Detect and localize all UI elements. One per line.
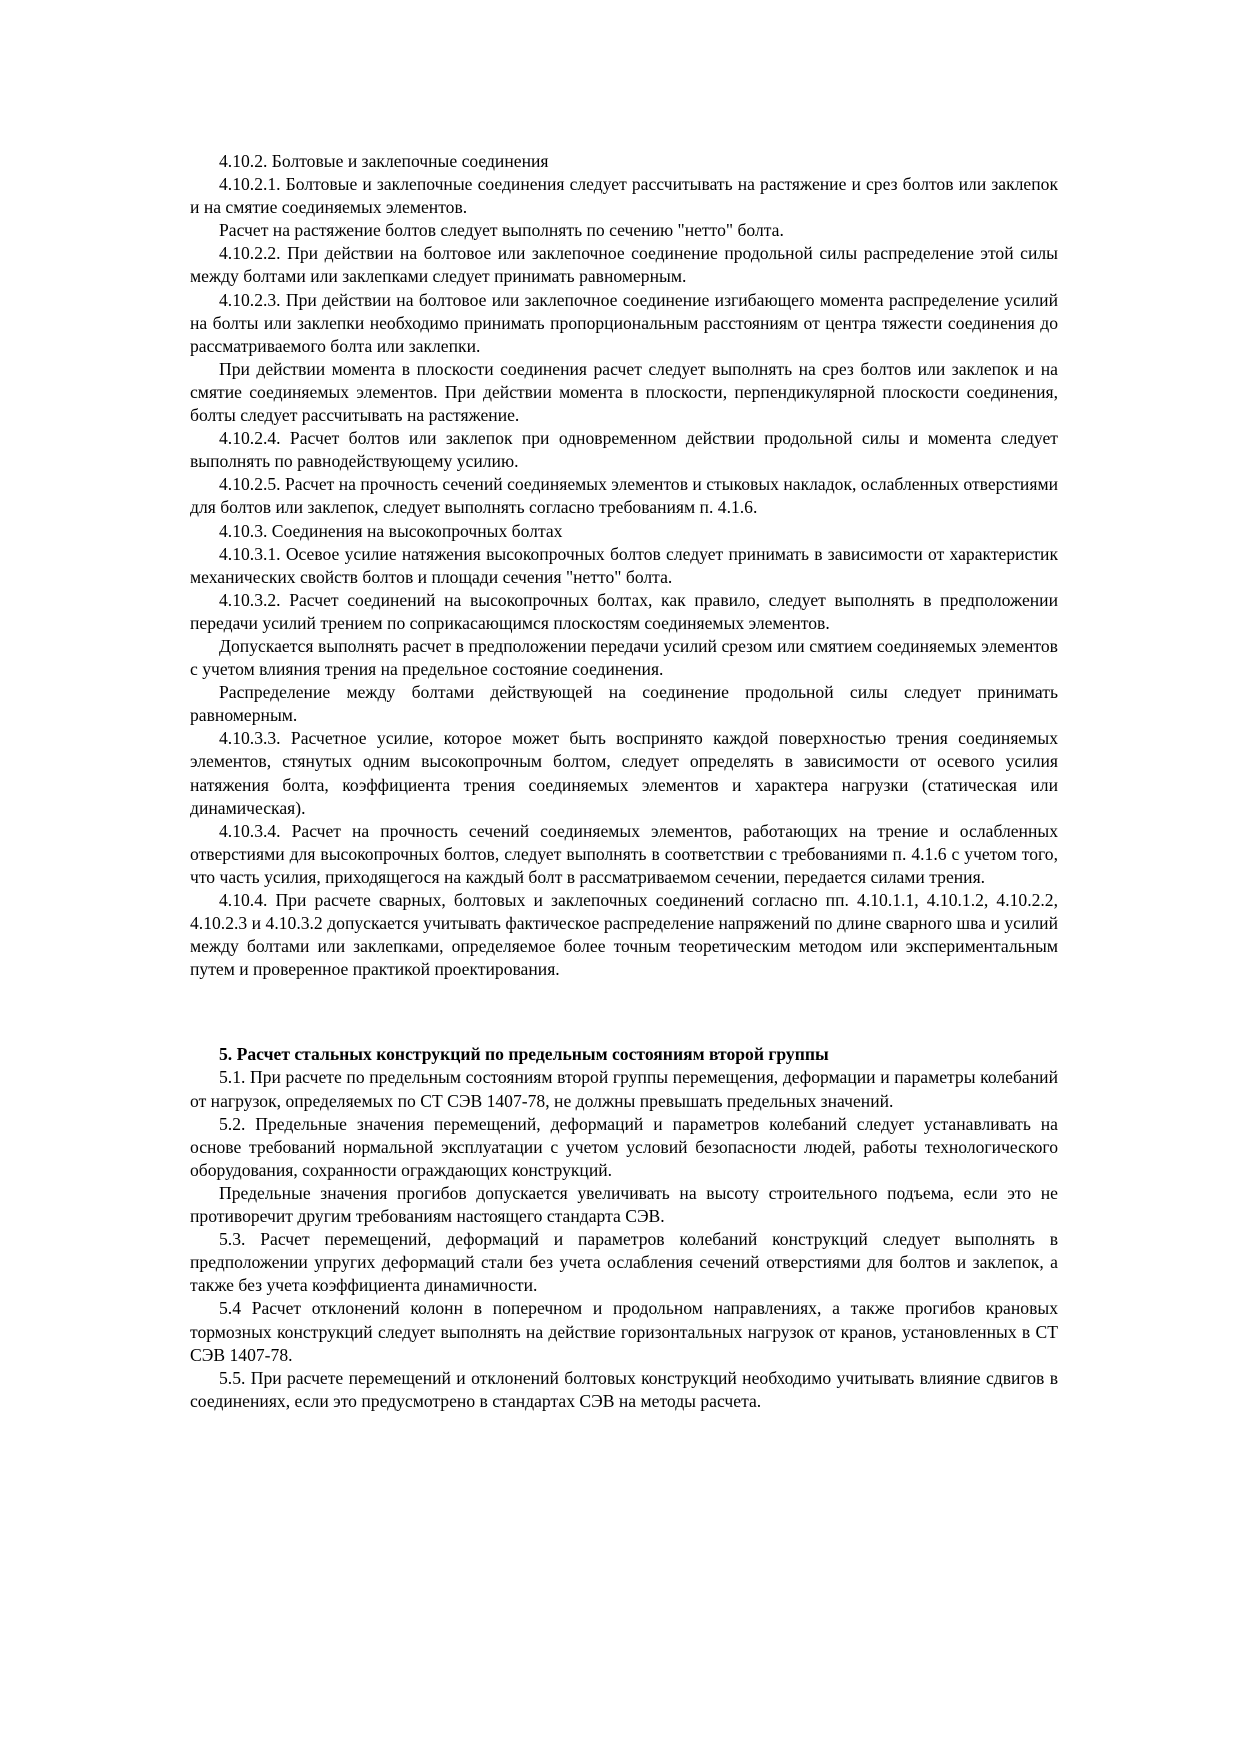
paragraph: Распределение между болтами действующей на соединение продольной силы следует принимать равномерным. [190,682,1058,726]
section-bolted-connections [190,150,1058,520]
paragraph: 4.10.4. При расчете сварных, болтовых и заклепочных соединений согласно пп. 4.10.1.1, 4.10.1.2, 4.10.2.2, 4.10.2.3 и 4.10.3.2 допускается учитывать фактическое распределение напряжений по длине сварного шва и усилий между болтами или заклепками, определяемое более точным теоретическим методом или экспериментальным путем и проверенное практикой проектирования. [190,890,1058,980]
section-high-strength-bolts [190,520,1058,982]
paragraph: При действии момента в плоскости соединения расчет следует выполнять на срез болтов или заклепок и на смятие соединяемых элементов. При действии момента в плоскости, перпендикулярной плоскости соединения, болты следует рассчитывать на растяжение. [190,358,1058,426]
paragraph: 4.10.2.1. Болтовые и заклепочные соединения следует рассчитывать на растяжение и срез болтов или заклепок и на смятие соединяемых элементов. [190,174,1058,218]
paragraph: 5.4 Расчет отклонений колонн в поперечном и продольном направлениях, а также прогибов крановых тормозных конструкций следует выполнять на действие горизонтальных нагрузок от кранов, установленных в СТ СЭВ 1407-78. [190,1298,1058,1365]
paragraph: 4.10.2.4. Расчет болтов или заклепок при одновременном действии продольной силы и момента следует выполнять по равнодействующему усилию. [190,428,1058,472]
paragraph: 4.10.2.2. При действии на болтовое или заклепочное соединение продольной силы распределение этой силы между болтами или заклепками следует принимать равномерным. [190,243,1058,287]
paragraph: 4.10.3.1. Осевое усилие натяжения высокопрочных болтов следует принимать в зависимости от характеристик механических свойств болтов и площади сечения "нетто" болта. [190,543,1058,587]
paragraph: 5.3. Расчет перемещений, деформаций и параметров колебаний конструкций следует выполнять в предположении упругих деформаций стали без учета ослабления сечений отверстиями для болтов и заклепок, а также без учета коэффициента динамичности. [190,1229,1058,1296]
paragraph: Предельные значения прогибов допускается увеличивать на высоту строительного подъема, если это не противоречит другим требованиям настоящего стандарта СЭВ. [190,1182,1058,1227]
paragraph: 4.10.2.5. Расчет на прочность сечений соединяемых элементов и стыковых накладок, ослабленных отверстиями для болтов или заклепок, следует выполнять согласно требованиям п. 4.1.6. [190,474,1058,518]
paragraph: 5.5. При расчете перемещений и отклонений болтовых конструкций необходимо учитывать влияние сдвигов в соединениях, если это предусмотрено в стандартах СЭВ на методы расчета. [190,1367,1058,1411]
paragraph: Допускается выполнять расчет в предположении передачи усилий срезом или смятием соединяемых элементов с учетом влияния трения на предельное состояние соединения. [190,635,1058,680]
section-heading: 5. Расчет стальных конструкций по предельным состояниям второй группы [219,1044,829,1065]
section-second-group [190,1043,1058,1413]
subsection-title: 4.10.2. Болтовые и заклепочные соединения [219,151,549,171]
section-spacer [190,981,1058,1043]
paragraph: 4.10.3.2. Расчет соединений на высокопрочных болтах, как правило, следует выполнять в предположении передачи усилий трением по соприкасающимся плоскостям соединяемых элементов. [190,589,1058,633]
document-page [190,150,1058,1413]
paragraph: 4.10.3.3. Расчетное усилие, которое может быть воспринято каждой поверхностью трения соединяемых элементов, стянутых одним высокопрочным болтом, следует определять в зависимости от осевого усилия натяжения болта, коэффициента трения соединяемых элементов и характера нагрузки (статическая или динамическая). [190,728,1058,818]
paragraph: 4.10.2.3. При действии на болтовое или заклепочное соединение изгибающего момента распределение усилий на болты или заклепки необходимо принимать пропорциональным расстояниям от центра тяжести соединения до рассматриваемого болта или заклепки. [190,289,1058,356]
paragraph: 5.2. Предельные значения перемещений, деформаций и параметров колебаний следует устанавливать на основе требований нормальной эксплуатации с учетом условий безопасности людей, работы технологического оборудования, сохранности ограждающих конструкций. [190,1113,1058,1180]
subsection-title: 4.10.3. Соединения на высокопрочных болтах [219,520,563,541]
paragraph: Расчет на растяжение болтов следует выполнять по сечению "нетто" болта. [219,220,784,241]
paragraph: 5.1. При расчете по предельным состояниям второй группы перемещения, деформации и параметры колебаний от нагрузок, определяемых по СТ СЭВ 1407-78, не должны превышать предельных значений. [190,1067,1058,1111]
paragraph: 4.10.3.4. Расчет на прочность сечений соединяемых элементов, работающих на трение и ослабленных отверстиями для высокопрочных болтов, следует выполнять в соответствии с требованиями п. 4.1.6 с учетом того, что часть усилия, приходящегося на каждый болт в рассматриваемом сечении, передается силами трения. [190,820,1058,887]
